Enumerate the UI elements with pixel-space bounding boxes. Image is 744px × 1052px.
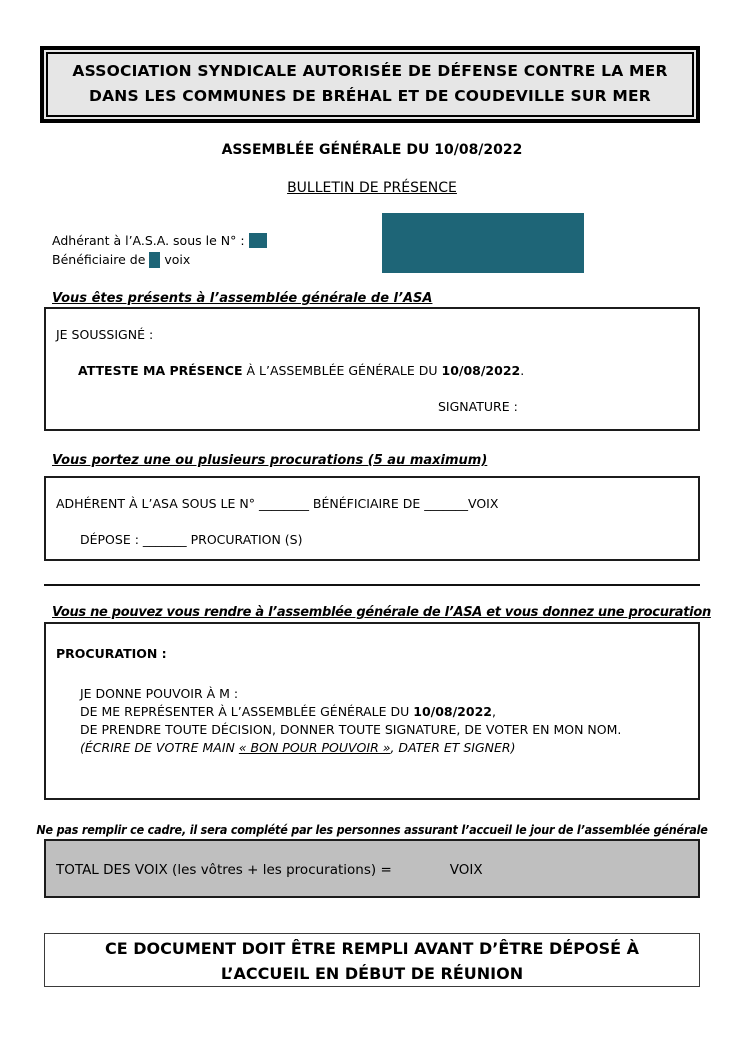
ecrire-end: , DATER ET SIGNER): [390, 740, 516, 755]
bulletin-title-text: BULLETIN DE PRÉSENCE: [287, 180, 457, 196]
bulletin-title: [0, 180, 744, 196]
member-voices-prefix: Bénéficiaire de: [52, 252, 146, 267]
atteste-period: .: [520, 363, 525, 378]
procuration-given-section-heading: Vous ne pouvez vous rendre à l’assemblée générale de l’ASA et vous donnez une procuration: [52, 605, 711, 620]
member-voices-line: [52, 250, 267, 269]
ecrire-start: (ÉCRIRE DE VOTRE MAIN: [80, 740, 239, 755]
total-box-note: Ne pas remplir ce cadre, il sera complété par les personnes assurant l’accueil le jour de l’assemblée générale: [36, 823, 708, 837]
soussigne-text: JE SOUSSIGNÉ :: [56, 327, 154, 342]
section-divider: [44, 584, 700, 586]
adherent-number-line: ADHÉRENT À L’ASA SOUS LE N° ________ BÉNÉFICIAIRE DE _______VOIX: [56, 496, 499, 511]
total-voix-line: [56, 862, 483, 878]
voix-unit-label: VOIX: [449, 862, 483, 878]
representer-line: [80, 704, 496, 719]
assembly-date-title: ASSEMBLÉE GÉNÉRALE DU 10/08/2022: [221, 142, 523, 158]
atteste-bold-text: ATTESTE MA PRÉSENCE: [78, 363, 243, 378]
atteste-date: 10/08/2022: [441, 363, 521, 378]
presence-section-heading: Vous êtes présents à l’assemblée générale de l’ASA: [52, 291, 433, 306]
member-voices-suffix: voix: [164, 252, 191, 267]
procurations-box: [44, 476, 700, 561]
footer-line1: CE DOCUMENT DOIT ÊTRE REMPLI AVANT D’ÊTRE DÉPOSÉ À: [104, 939, 639, 958]
procurations-section-heading: Vous portez une ou plusieurs procurations (5 au maximum): [52, 453, 488, 468]
signature-label: SIGNATURE :: [438, 399, 518, 414]
member-number-line: [52, 231, 267, 250]
ecrire-line: [80, 740, 515, 755]
total-voix-box: [44, 839, 700, 898]
decision-line: DE PRENDRE TOUTE DÉCISION, DONNER TOUTE SIGNATURE, DE VOTER EN MON NOM.: [80, 722, 622, 737]
redacted-address-block: [382, 213, 584, 273]
association-title-line2: DANS LES COMMUNES DE BRÉHAL ET DE COUDEVILLE SUR MER: [89, 87, 651, 105]
procuration-box: [44, 622, 700, 800]
presence-box: [44, 307, 700, 431]
association-title: [46, 52, 694, 117]
association-title-line1: ASSOCIATION SYNDICALE AUTORISÉE DE DÉFENSE CONTRE LA MER: [72, 62, 668, 80]
footer-instruction-box: [44, 933, 700, 987]
association-header-box: [40, 46, 700, 123]
total-voix-label: TOTAL DES VOIX (les vôtres + les procurations) =: [56, 862, 392, 878]
footer-line2: L’ACCUEIL EN DÉBUT DE RÉUNION: [220, 964, 524, 983]
bon-pour-pouvoir-text: « BON POUR POUVOIR »: [238, 740, 391, 755]
representer-text: DE ME REPRÉSENTER À L’ASSEMBLÉE GÉNÉRALE DU: [80, 704, 414, 719]
representer-comma: ,: [491, 704, 496, 719]
depose-line: DÉPOSE : _______ PROCURATION (S): [80, 532, 303, 547]
member-info-block: [52, 231, 267, 269]
redacted-member-number: [249, 233, 267, 248]
atteste-line: [78, 363, 524, 378]
representer-date: 10/08/2022: [413, 704, 492, 719]
member-number-label: Adhérant à l’A.S.A. sous le N° :: [52, 233, 245, 248]
procuration-title: PROCURATION :: [56, 646, 167, 661]
pouvoir-line: JE DONNE POUVOIR À M :: [80, 686, 239, 701]
redacted-voice-count: [149, 252, 160, 268]
atteste-mid-text: À L’ASSEMBLÉE GÉNÉRALE DU: [242, 363, 442, 378]
